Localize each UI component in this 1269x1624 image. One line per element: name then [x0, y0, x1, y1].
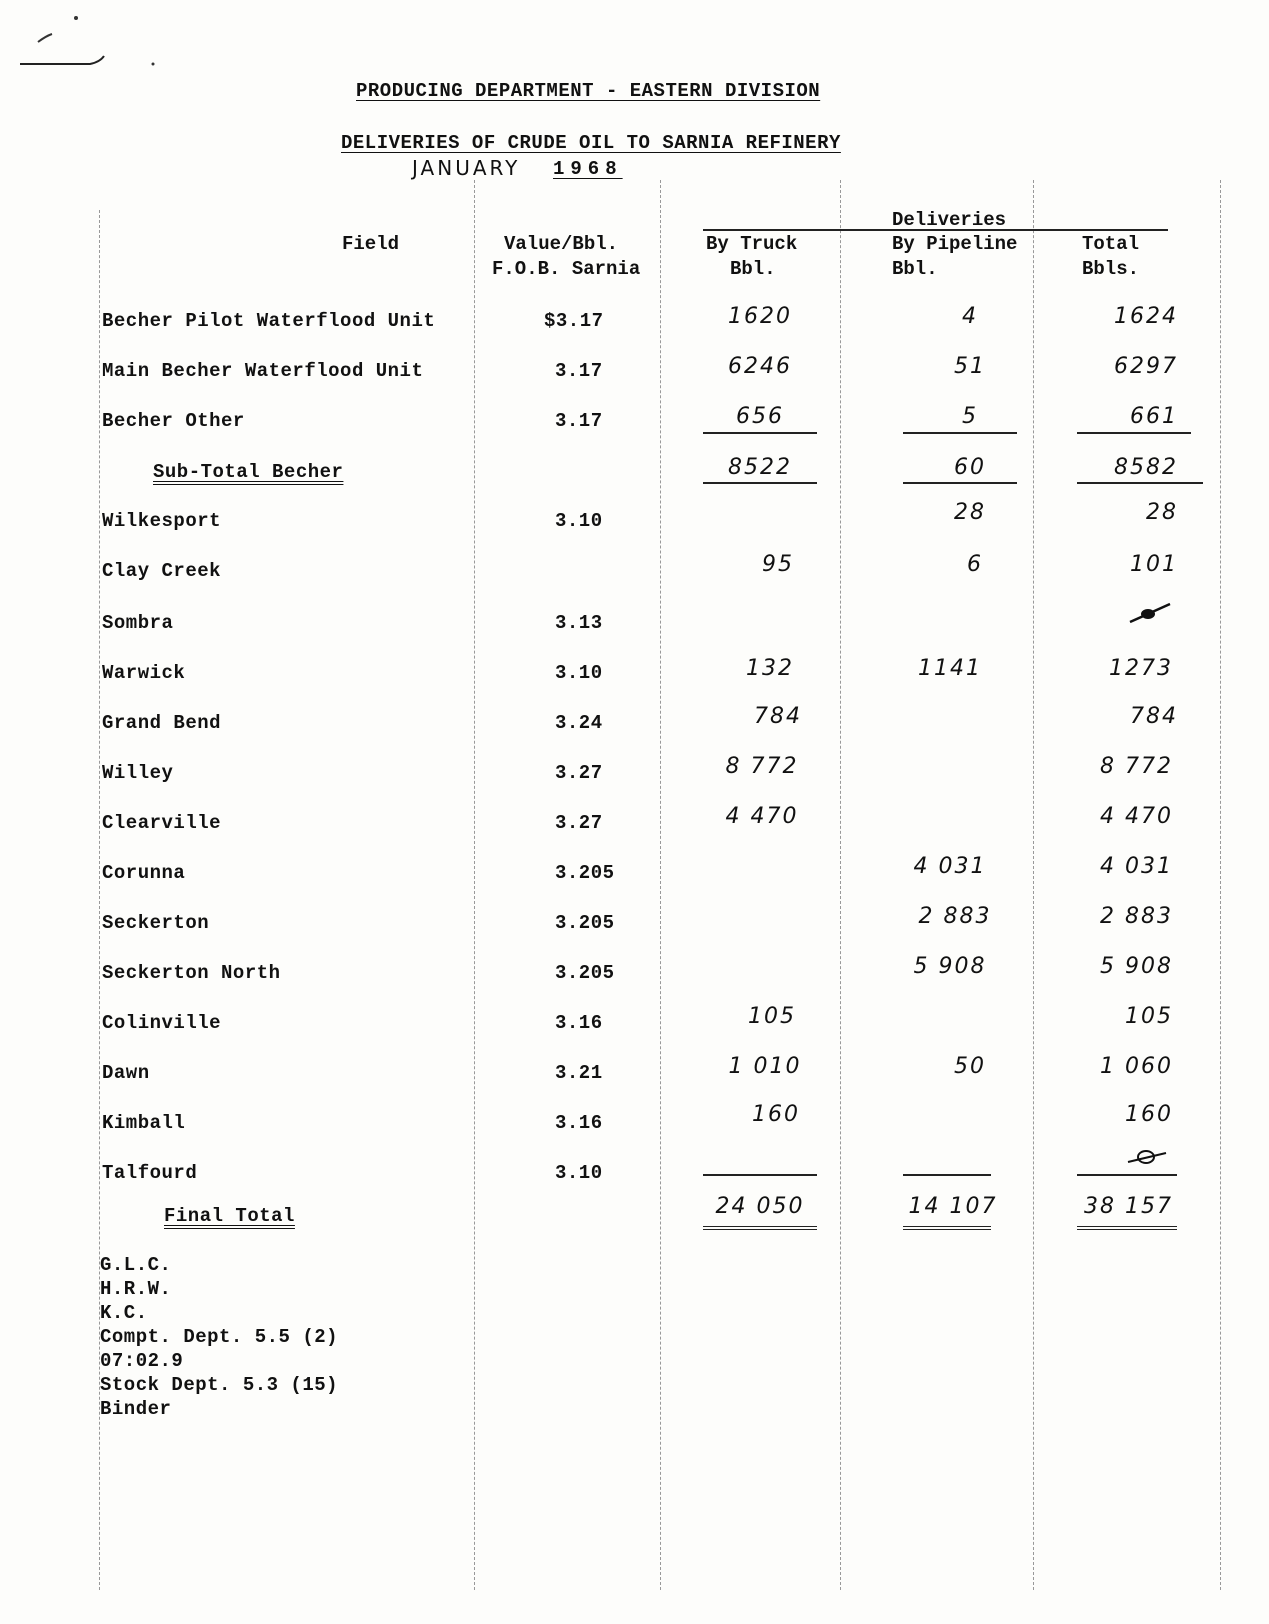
column-header-truck: By Truck [706, 233, 798, 255]
total-bbl: 6297 [1114, 354, 1178, 379]
column-header-value: Value/Bbl. [504, 233, 619, 255]
truck-bbl: 160 [752, 1102, 800, 1127]
document-subtitle: DELIVERIES OF CRUDE OIL TO SARNIA REFINERY [341, 132, 841, 154]
distribution-item: K.C. [100, 1302, 148, 1324]
pipeline-bbl: 60 [954, 455, 986, 480]
value-per-bbl: 3.24 [555, 712, 603, 734]
distribution-item: 07:02.9 [100, 1350, 184, 1372]
column-header-pipeline-unit: Bbl. [892, 258, 938, 280]
value-per-bbl: 3.205 [555, 962, 615, 984]
value-per-bbl: 3.205 [555, 862, 615, 884]
final-total-label: Final Total [164, 1205, 295, 1227]
final-truck-bbl: 24 050 [715, 1194, 805, 1219]
column-header-pipeline: By Pipeline [892, 233, 1018, 255]
total-bbl: 8 772 [1100, 754, 1173, 779]
distribution-item: Compt. Dept. 5.5 (2) [100, 1326, 339, 1348]
total-bbl: 105 [1125, 1004, 1173, 1029]
total-rule [1077, 1174, 1177, 1176]
distribution-item: H.R.W. [100, 1278, 172, 1300]
value-per-bbl: 3.16 [555, 1012, 603, 1034]
total-bbl: 1624 [1114, 304, 1178, 329]
pipeline-bbl: 5 [962, 404, 978, 429]
total-bbl: 2 883 [1100, 904, 1173, 929]
field-name: Main Becher Waterflood Unit [102, 360, 424, 382]
column-guide [474, 180, 475, 1590]
value-per-bbl: 3.27 [555, 762, 603, 784]
field-name: Warwick [102, 662, 186, 684]
column-guide [1033, 180, 1034, 1590]
value-per-bbl: 3.17 [555, 410, 603, 432]
final-total-bbl: 38 157 [1084, 1194, 1173, 1219]
nil-mark-icon [1126, 1146, 1170, 1168]
pipeline-bbl: 5 908 [913, 954, 987, 979]
pipeline-bbl: 51 [954, 354, 986, 379]
subtotal-rule [703, 432, 817, 434]
total-bbl: 28 [1146, 500, 1178, 525]
field-name: Corunna [102, 862, 186, 884]
truck-bbl: 4 470 [725, 804, 799, 829]
distribution-item: Binder [100, 1398, 172, 1420]
value-per-bbl: 3.27 [555, 812, 603, 834]
field-name: Seckerton North [102, 962, 281, 984]
field-name: Seckerton [102, 912, 210, 934]
pipeline-bbl: 2 883 [918, 904, 992, 929]
total-bbl: 5 908 [1100, 954, 1173, 979]
field-name: Sombra [102, 612, 174, 634]
column-guide [840, 180, 841, 1590]
column-header-truck-unit: Bbl. [730, 258, 776, 280]
subtotal-rule [703, 482, 817, 484]
total-rule [903, 1174, 991, 1176]
truck-bbl: 656 [736, 404, 784, 429]
distribution-item: Stock Dept. 5.3 (15) [100, 1374, 339, 1396]
final-double-rule [1077, 1226, 1177, 1230]
value-per-bbl: 3.16 [555, 1112, 603, 1134]
value-per-bbl: 3.10 [555, 1162, 603, 1184]
document-title: PRODUCING DEPARTMENT - EASTERN DIVISION [356, 80, 821, 102]
pipeline-bbl: 50 [954, 1054, 986, 1079]
subtotal-rule [1077, 432, 1191, 434]
column-guide [660, 180, 661, 1590]
nil-mark-icon [1128, 600, 1174, 626]
column-header-field: Field [342, 233, 400, 255]
truck-bbl: 132 [746, 656, 794, 681]
deliveries-rule [703, 229, 1168, 231]
distribution-item: G.L.C. [100, 1254, 172, 1276]
value-per-bbl: $3.17 [544, 310, 604, 332]
field-name: Becher Other [102, 410, 245, 432]
total-bbl: 4 031 [1100, 854, 1173, 879]
truck-bbl: 784 [754, 704, 802, 729]
total-bbl: 160 [1125, 1102, 1173, 1127]
truck-bbl: 1 010 [728, 1054, 802, 1079]
total-bbl: 1 060 [1100, 1054, 1173, 1079]
total-bbl: 661 [1130, 404, 1178, 429]
truck-bbl: 1620 [728, 304, 792, 329]
field-name: Talfourd [102, 1162, 198, 1184]
total-bbl: 1273 [1109, 656, 1173, 681]
field-name: Clay Creek [102, 560, 222, 582]
year: 1968 [553, 158, 623, 180]
field-name: Dawn [102, 1062, 150, 1084]
column-header-value-fob: F.O.B. Sarnia [492, 258, 641, 280]
column-header-total-unit: Bbls. [1082, 258, 1140, 280]
total-bbl: 8582 [1114, 455, 1178, 480]
column-header-deliveries: Deliveries [892, 209, 1007, 231]
field-name: Grand Bend [102, 712, 222, 734]
subtotal-rule [903, 482, 1017, 484]
final-double-rule [903, 1226, 991, 1230]
pipeline-bbl: 1141 [918, 656, 982, 681]
value-per-bbl: 3.17 [555, 360, 603, 382]
subtotal-rule [1077, 482, 1203, 484]
subtotal-rule [903, 432, 1017, 434]
total-bbl: 784 [1130, 704, 1178, 729]
field-name: Wilkesport [102, 510, 222, 532]
pipeline-bbl: 4 031 [913, 854, 987, 879]
month-handwritten: JANUARY [412, 156, 521, 180]
truck-bbl: 6246 [728, 354, 792, 379]
field-name: Kimball [102, 1112, 186, 1134]
field-name: Clearville [102, 812, 222, 834]
truck-bbl: 105 [748, 1004, 796, 1029]
value-per-bbl: 3.21 [555, 1062, 603, 1084]
subtotal-label: Sub-Total Becher [153, 461, 344, 483]
truck-bbl: 8 772 [725, 754, 799, 779]
pipeline-bbl: 4 [962, 304, 978, 329]
field-name: Willey [102, 762, 174, 784]
column-header-total: Total [1082, 233, 1140, 255]
value-per-bbl: 3.10 [555, 662, 603, 684]
value-per-bbl: 3.13 [555, 612, 603, 634]
total-rule [703, 1174, 817, 1176]
total-bbl: 4 470 [1100, 804, 1173, 829]
scan-speck-marks [18, 12, 168, 72]
final-pipeline-bbl: 14 107 [908, 1194, 998, 1219]
value-per-bbl: 3.205 [555, 912, 615, 934]
field-name: Becher Pilot Waterflood Unit [102, 310, 436, 332]
column-guide [1220, 180, 1221, 1590]
pipeline-bbl: 6 [967, 552, 983, 577]
field-name: Colinville [102, 1012, 222, 1034]
total-bbl: 101 [1130, 552, 1178, 577]
pipeline-bbl: 28 [954, 500, 986, 525]
final-double-rule [703, 1226, 817, 1230]
truck-bbl: 95 [762, 552, 794, 577]
truck-bbl: 8522 [728, 455, 792, 480]
value-per-bbl: 3.10 [555, 510, 603, 532]
